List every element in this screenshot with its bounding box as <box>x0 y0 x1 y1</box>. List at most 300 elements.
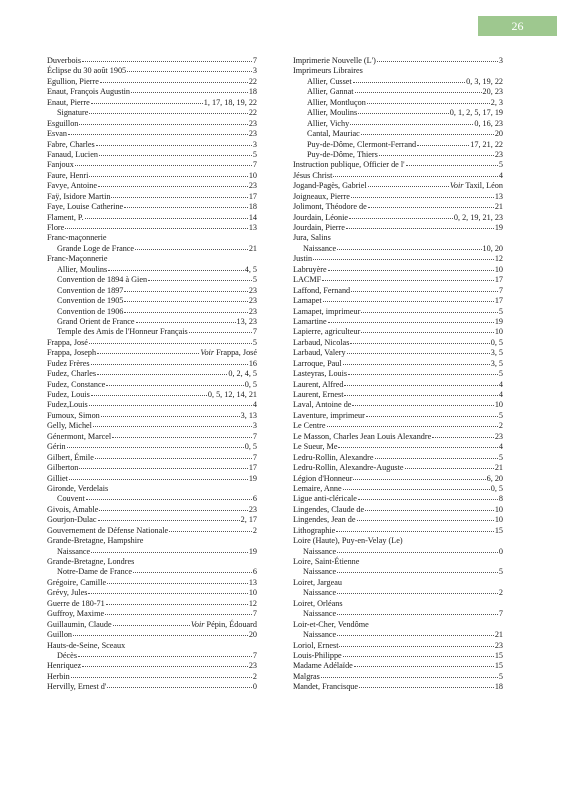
dot-leader <box>136 322 236 323</box>
index-pages: 0, 5 <box>244 442 257 452</box>
index-entry <box>47 609 257 619</box>
dot-leader <box>353 479 485 480</box>
index-pages: 14 <box>248 212 257 222</box>
dot-leader <box>127 71 252 72</box>
dot-leader <box>91 552 248 553</box>
index-entry <box>47 390 257 400</box>
index-entry <box>47 411 257 421</box>
dot-leader <box>98 520 240 521</box>
index-term: Grévy, Jules <box>47 588 88 598</box>
dot-leader <box>100 82 248 83</box>
dot-leader <box>367 103 490 104</box>
index-term: Grande-Bretagne, Hampshire <box>47 536 144 546</box>
index-entry <box>47 630 257 640</box>
dot-leader <box>337 635 494 636</box>
index-entry <box>47 453 257 463</box>
index-pages: 15 <box>494 661 503 671</box>
index-term: Puy-de-Dôme, Clermont-Ferrand <box>307 139 417 149</box>
index-term: Gourjon-Dulac <box>47 515 97 525</box>
index-term: Frappa, José <box>47 337 88 347</box>
index-column-left <box>47 56 257 693</box>
index-entry <box>47 286 257 296</box>
index-pages: 0, 16, 23 <box>474 118 503 128</box>
index-pages: 10 <box>248 588 257 598</box>
index-pages: 0, 3, 19, 22 <box>466 76 503 86</box>
dot-leader <box>337 593 498 594</box>
index-term: Givois, Amable <box>47 504 99 514</box>
index-term: Gilbert, Émile <box>47 452 94 462</box>
index-pages: 4 <box>498 170 503 180</box>
index-pages: 7 <box>252 609 257 619</box>
index-term: Gouvernement de Défense Nationale <box>47 525 169 535</box>
index-entry <box>293 98 503 108</box>
index-entry <box>293 526 503 536</box>
index-entry <box>293 296 503 306</box>
index-term: Guffroy, Maxime <box>47 609 105 619</box>
index-term: Frappa, Joseph <box>47 348 97 358</box>
dot-leader <box>377 61 498 62</box>
dot-leader <box>358 113 449 114</box>
index-entry <box>293 567 503 577</box>
index-term: Temple des Amis de l'Honneur Français <box>57 327 188 337</box>
index-term: Ledru-Rollin, Alexandre-Auguste <box>293 463 404 473</box>
index-entry <box>293 421 503 431</box>
index-pages: 23 <box>494 431 503 441</box>
index-entry <box>47 661 257 671</box>
dot-leader <box>347 353 490 354</box>
see-also-label: Voir <box>200 348 215 358</box>
dot-leader <box>135 249 248 250</box>
dot-leader <box>328 270 494 271</box>
dot-leader <box>355 92 482 93</box>
dot-leader <box>189 332 252 333</box>
index-entry <box>293 119 503 129</box>
index-term: Faure, Henri <box>47 170 89 180</box>
index-pages: 23 <box>248 181 257 191</box>
index-term: Fanaud, Lucien <box>47 149 98 159</box>
index-entry <box>47 108 257 118</box>
index-term: Loiret, Jargeau <box>293 577 342 587</box>
dot-leader <box>379 155 494 156</box>
index-pages: 10 <box>494 327 503 337</box>
dot-leader <box>333 176 498 177</box>
dot-leader <box>75 165 252 166</box>
dot-leader <box>105 614 252 615</box>
dot-leader <box>328 322 494 323</box>
index-term: Jourdain, Pierre <box>293 223 345 232</box>
index-pages: 4 <box>498 442 503 452</box>
index-entry <box>47 296 257 306</box>
dot-leader <box>169 531 252 532</box>
index-pages: 5 <box>252 149 257 159</box>
see-also-target: Frappa, José <box>216 348 257 358</box>
index-term: Laurent, Ernest <box>293 390 344 399</box>
index-term: Grégoire, Camille <box>47 577 107 587</box>
index-entry <box>47 275 257 285</box>
index-entry <box>293 265 503 275</box>
index-term: Naissance <box>303 588 337 598</box>
index-pages: 13, 23 <box>236 316 257 326</box>
index-term: Justin <box>293 254 313 264</box>
index-pages: 0, 1, 2, 5, 17, 19 <box>449 108 503 118</box>
dot-leader <box>339 646 493 647</box>
index-entry <box>293 140 503 150</box>
index-entry <box>293 515 503 525</box>
index-pages: 5 <box>498 306 503 316</box>
index-term: Le Centre <box>293 421 326 431</box>
index-term: Convention de 1897 <box>57 285 124 295</box>
dot-leader <box>337 572 498 573</box>
index-term: Lasteyras, Louis <box>293 369 348 379</box>
index-term: Faye, Louise Catherine <box>47 202 124 212</box>
index-entry <box>47 369 257 379</box>
index-term: Loire (Haute), Puy-en-Velay (Le) <box>293 536 403 546</box>
index-pages: 12 <box>494 254 503 264</box>
index-term: Génermont, Marcel <box>47 431 112 441</box>
dot-leader <box>338 447 497 448</box>
index-entry <box>47 119 257 129</box>
index-pages: 7 <box>252 431 257 441</box>
dot-leader <box>96 145 252 146</box>
index-pages: 21 <box>494 630 503 640</box>
dot-leader <box>88 593 247 594</box>
index-entry <box>293 599 503 609</box>
dot-leader <box>350 124 473 125</box>
index-term: Laval, Antoine de <box>293 400 352 410</box>
dot-leader <box>361 134 494 135</box>
index-term: Lamapet, imprimeur <box>293 306 361 316</box>
index-entry <box>293 505 503 515</box>
dot-leader <box>358 499 498 500</box>
index-pages: 18 <box>248 202 257 212</box>
index-term: Flament, P. <box>47 212 84 222</box>
dot-leader <box>131 92 248 93</box>
index-pages: 12 <box>248 598 257 608</box>
index-pages: 23 <box>494 640 503 650</box>
dot-leader <box>354 666 494 667</box>
index-entry <box>47 181 257 191</box>
index-entry <box>293 202 503 212</box>
index-term: Imprimerie Nouvelle (L') <box>293 56 376 65</box>
index-term: Gilberton <box>47 463 79 473</box>
index-term: Hauts-de-Seine, Sceaux <box>47 640 126 650</box>
index-entry <box>47 421 257 431</box>
index-term: Fumoux, Simon <box>47 410 100 420</box>
index-pages: 5 <box>498 567 503 577</box>
dot-leader <box>91 395 207 396</box>
index-term: Puy-de-Dôme, Thiers <box>307 149 378 159</box>
index-pages: 3 <box>252 139 257 149</box>
dot-leader <box>337 552 498 553</box>
index-term: Esvan <box>47 129 68 139</box>
dot-leader <box>349 218 453 219</box>
index-term: Egullion, Pierre <box>47 76 99 86</box>
dot-leader <box>108 270 244 271</box>
index-entry <box>293 442 503 452</box>
index-entry <box>293 661 503 671</box>
dot-leader <box>124 312 247 313</box>
dot-leader <box>337 614 498 615</box>
index-term: Grand Orient de France <box>57 316 135 326</box>
index-term: Fudez Frères <box>47 358 90 368</box>
index-entry <box>293 160 503 170</box>
dot-leader <box>86 499 252 500</box>
index-pages: 3 <box>252 66 257 76</box>
index-term: Laffond, Fernand <box>293 285 351 295</box>
index-entry <box>47 599 257 609</box>
index-pages: 23 <box>494 149 503 159</box>
index-pages: 6 <box>252 567 257 577</box>
dot-leader <box>91 103 203 104</box>
dot-leader <box>344 385 497 386</box>
index-entry <box>47 171 257 181</box>
dot-leader <box>124 291 247 292</box>
index-entry <box>47 536 257 546</box>
dot-leader <box>98 186 248 187</box>
index-term: Cantal, Mauriac <box>307 129 360 139</box>
index-pages: 18 <box>494 682 503 692</box>
index-entry <box>293 536 503 546</box>
index-term: Lamartine <box>293 316 327 326</box>
dot-leader <box>93 426 252 427</box>
index-pages: 22 <box>248 108 257 118</box>
index-term: Loriol, Ernest <box>293 640 339 650</box>
index-term: Larbaud, Nicolas <box>293 337 350 347</box>
index-entry <box>47 338 257 348</box>
index-pages: 3, 5 <box>490 348 503 358</box>
index-entry <box>293 588 503 598</box>
index-entry <box>47 192 257 202</box>
index-pages: 4 <box>498 379 503 389</box>
index-term: Mandet, Francisque <box>293 682 359 692</box>
dot-leader <box>107 687 252 688</box>
index-entry <box>47 463 257 473</box>
index-term: Guillaumin, Claude <box>47 619 112 629</box>
index-term: Instruction publique, Officier de l' <box>293 160 405 170</box>
index-entry <box>293 171 503 181</box>
index-term: Naissance <box>57 546 91 556</box>
dot-leader <box>350 343 489 344</box>
index-entry <box>293 578 503 588</box>
index-pages: 16 <box>248 358 257 368</box>
dot-leader <box>97 374 227 375</box>
index-pages: 8 <box>498 494 503 504</box>
index-pages: 4 <box>498 390 503 399</box>
index-term: Naissance <box>303 609 337 619</box>
index-term: Naissance <box>303 243 337 253</box>
index-pages: 7 <box>252 327 257 337</box>
index-term: Notre-Dame de France <box>57 567 133 577</box>
index-entry <box>293 181 503 191</box>
index-entry <box>293 672 503 682</box>
index-term: Gérin <box>47 442 66 452</box>
dot-leader <box>343 489 490 490</box>
dot-leader <box>82 666 248 667</box>
index-term: Fanjoux <box>47 160 74 170</box>
index-pages: 10 <box>248 170 257 180</box>
index-pages: 17 <box>248 191 257 201</box>
index-pages: 4 <box>252 400 257 410</box>
index-entry <box>47 547 257 557</box>
index-term: Lapierre, agriculteur <box>293 327 361 337</box>
index-entry <box>47 515 257 525</box>
index-entry <box>293 275 503 285</box>
index-term: Flore <box>47 223 65 232</box>
index-entry <box>47 484 257 494</box>
index-pages: 5 <box>498 160 503 170</box>
index-term: Gelly, Michel <box>47 421 92 431</box>
index-entry <box>293 192 503 202</box>
index-term: Convention de 1894 à Gien <box>57 275 148 285</box>
index-entry <box>293 453 503 463</box>
index-entry <box>47 244 257 254</box>
index-entry <box>293 254 503 264</box>
index-term: Lingendes, Claude de <box>293 504 365 514</box>
index-entry <box>293 223 503 233</box>
dot-leader <box>366 416 498 417</box>
index-entry <box>47 56 257 66</box>
index-pages: 10 <box>494 504 503 514</box>
index-entry <box>47 400 257 410</box>
index-pages: 7 <box>252 650 257 660</box>
index-entry <box>293 233 503 243</box>
index-term: Lemaire, Anne <box>293 483 342 493</box>
index-term: Loire, Saint-Étienne <box>293 557 360 566</box>
dot-leader <box>359 687 494 688</box>
index-entry <box>47 567 257 577</box>
dot-leader <box>124 207 248 208</box>
index-term: Jogand-Pagès, Gabriel <box>293 181 367 191</box>
index-pages: 3 <box>498 56 503 65</box>
index-pages: 17, 21, 22 <box>470 139 503 149</box>
dot-leader <box>344 395 497 396</box>
dot-leader <box>82 61 252 62</box>
index-entry <box>47 380 257 390</box>
index-entry <box>293 411 503 421</box>
index-term: Convention de 1906 <box>57 306 124 316</box>
index-term: Jolimont, Théodore de <box>293 202 367 212</box>
index-term: Duverbois <box>47 56 82 65</box>
index-term: Faÿ, Isidore Martin <box>47 191 111 201</box>
index-pages: 15 <box>494 650 503 660</box>
dot-leader <box>327 426 498 427</box>
index-column-right <box>293 56 503 693</box>
dot-leader <box>375 458 498 459</box>
index-term: Convention de 1905 <box>57 296 124 306</box>
index-entry <box>293 338 503 348</box>
index-term: Lithographie <box>293 525 336 535</box>
index-term: Le Masson, Charles Jean Louis Alexandre <box>293 431 432 441</box>
index-entry <box>293 432 503 442</box>
dot-leader <box>133 572 252 573</box>
dot-leader <box>111 197 247 198</box>
index-term: Gilliet <box>47 473 68 483</box>
index-pages: 5 <box>252 337 257 347</box>
index-pages: 0, 5 <box>490 337 503 347</box>
index-pages: 0 <box>252 682 257 692</box>
dot-leader <box>417 145 469 146</box>
index-entry <box>293 348 503 358</box>
index-entry <box>293 380 503 390</box>
index-term: Gironde, Verdelais <box>47 483 109 493</box>
index-term: Loir-et-Cher, Vendôme <box>293 619 369 629</box>
index-term: Naissance <box>303 630 337 640</box>
index-entry <box>293 474 503 484</box>
index-term: Henriquez <box>47 661 82 671</box>
index-term: Naissance <box>303 546 337 556</box>
index-pages: 7 <box>252 56 257 65</box>
index-entry <box>47 66 257 76</box>
index-term: Allier, Cusset <box>307 76 352 86</box>
index-term: Naissance <box>303 567 337 577</box>
dot-leader <box>68 134 248 135</box>
index-term: Allier, Montluçon <box>307 97 366 107</box>
index-pages: 21 <box>494 202 503 212</box>
see-also-target: Taxil, Léon <box>465 181 503 191</box>
index-entry <box>293 620 503 630</box>
index-entry <box>47 160 257 170</box>
index-entry <box>47 317 257 327</box>
dot-leader <box>322 280 494 281</box>
index-pages: 7 <box>252 160 257 170</box>
index-entry <box>293 150 503 160</box>
dot-leader <box>313 259 494 260</box>
dot-leader <box>79 468 247 469</box>
dot-leader <box>107 583 248 584</box>
index-pages: 1, 17, 18, 19, 22 <box>203 97 257 107</box>
index-entry <box>47 140 257 150</box>
index-term: Lamapet <box>293 296 322 306</box>
index-term: Légion d'Honneur <box>293 473 353 483</box>
index-pages: 5 <box>498 410 503 420</box>
index-term: Le Sueur, Me <box>293 442 338 452</box>
index-pages: 0 <box>498 546 503 556</box>
see-also-label: Voir <box>449 181 464 191</box>
index-pages: 23 <box>248 296 257 306</box>
dot-leader <box>97 353 199 354</box>
dot-leader <box>348 374 498 375</box>
index-pages: 23 <box>248 661 257 671</box>
index-pages: 0, 5 <box>244 379 257 389</box>
index-term: Larroque, Paul <box>293 358 342 368</box>
index-term: Favye, Antoine <box>47 181 98 191</box>
index-entry <box>293 494 503 504</box>
index-entry <box>47 359 257 369</box>
dot-leader <box>79 124 247 125</box>
index-entry <box>293 484 503 494</box>
dot-leader <box>67 447 244 448</box>
index-pages: 21 <box>248 243 257 253</box>
index-term: Esguillon <box>47 118 79 128</box>
dot-leader <box>124 301 247 302</box>
index-pages: 4, 5 <box>244 264 257 274</box>
index-pages: 7 <box>498 609 503 619</box>
dot-leader <box>337 249 481 250</box>
index-pages: 19 <box>494 223 503 232</box>
dot-leader <box>78 656 252 657</box>
index-entry <box>293 630 503 640</box>
index-entry <box>47 672 257 682</box>
index-term: Grande Loge de France <box>57 243 135 253</box>
page-number-badge: 26 <box>478 16 557 36</box>
dot-leader <box>95 458 252 459</box>
dot-leader <box>365 510 494 511</box>
index-entry <box>293 317 503 327</box>
index-entry <box>47 129 257 139</box>
dot-leader <box>352 405 493 406</box>
index-entry <box>47 202 257 212</box>
index-pages: 17 <box>494 275 503 285</box>
